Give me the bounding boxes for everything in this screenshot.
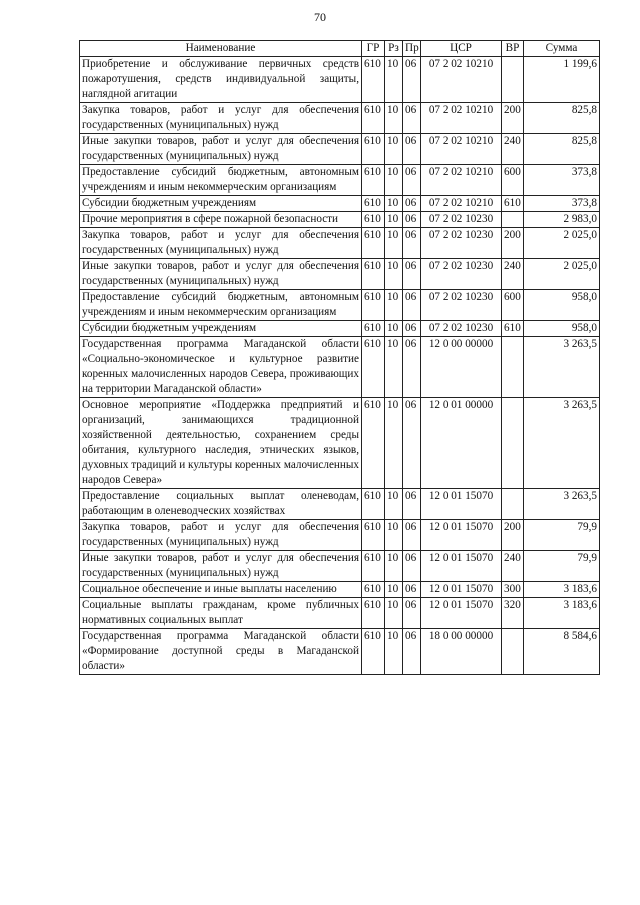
cell-name: Субсидии бюджетным учреждениям xyxy=(80,321,362,337)
cell-gr: 610 xyxy=(362,134,385,165)
cell-pr: 06 xyxy=(403,165,421,196)
cell-vr xyxy=(502,337,524,398)
cell-vr: 240 xyxy=(502,259,524,290)
cell-pr: 06 xyxy=(403,196,421,212)
cell-csr: 07 2 02 10230 xyxy=(421,212,502,228)
cell-vr: 300 xyxy=(502,582,524,598)
table-row xyxy=(80,321,600,337)
cell-pr: 06 xyxy=(403,212,421,228)
cell-csr: 07 2 02 10210 xyxy=(421,196,502,212)
cell-pr: 06 xyxy=(403,551,421,582)
cell-rz: 10 xyxy=(385,598,403,629)
cell-csr: 07 2 02 10230 xyxy=(421,259,502,290)
cell-rz: 10 xyxy=(385,259,403,290)
cell-csr: 07 2 02 10210 xyxy=(421,57,502,103)
cell-name: Приобретение и обслуживание первичных средств пожаротушения, средств индивидуальной защиты, наглядной агитации xyxy=(80,57,362,103)
table-header-row xyxy=(80,41,600,57)
table-row xyxy=(80,337,600,398)
cell-vr xyxy=(502,398,524,489)
cell-rz: 10 xyxy=(385,196,403,212)
cell-gr: 610 xyxy=(362,598,385,629)
cell-rz: 10 xyxy=(385,228,403,259)
cell-csr: 18 0 00 00000 xyxy=(421,629,502,675)
column-header-name: Наименование xyxy=(80,41,362,57)
cell-vr: 240 xyxy=(502,134,524,165)
cell-vr xyxy=(502,629,524,675)
cell-gr: 610 xyxy=(362,103,385,134)
cell-csr: 12 0 01 15070 xyxy=(421,598,502,629)
cell-name: Иные закупки товаров, работ и услуг для обеспечения государственных (муниципальных) нужд xyxy=(80,551,362,582)
cell-vr: 610 xyxy=(502,196,524,212)
cell-rz: 10 xyxy=(385,165,403,196)
cell-sum: 79,9 xyxy=(524,551,600,582)
cell-rz: 10 xyxy=(385,629,403,675)
cell-pr: 06 xyxy=(403,57,421,103)
cell-vr: 600 xyxy=(502,165,524,196)
cell-vr: 600 xyxy=(502,290,524,321)
cell-vr: 320 xyxy=(502,598,524,629)
cell-vr xyxy=(502,57,524,103)
cell-sum: 825,8 xyxy=(524,103,600,134)
cell-sum: 958,0 xyxy=(524,290,600,321)
cell-name: Государственная программа Магаданской области «Социально-экономическое и культурное развитие коренных малочисленных народов Севера, проживающих на территории Магаданской области» xyxy=(80,337,362,398)
cell-name: Прочие мероприятия в сфере пожарной безопасности xyxy=(80,212,362,228)
column-header-pr: Пр xyxy=(403,41,421,57)
cell-pr: 06 xyxy=(403,629,421,675)
table-row xyxy=(80,582,600,598)
cell-sum: 2 025,0 xyxy=(524,228,600,259)
cell-gr: 610 xyxy=(362,290,385,321)
cell-csr: 12 0 00 00000 xyxy=(421,337,502,398)
cell-pr: 06 xyxy=(403,290,421,321)
cell-csr: 07 2 02 10230 xyxy=(421,290,502,321)
cell-gr: 610 xyxy=(362,337,385,398)
column-header-gr: ГР xyxy=(362,41,385,57)
cell-sum: 825,8 xyxy=(524,134,600,165)
table-row xyxy=(80,57,600,103)
cell-gr: 610 xyxy=(362,398,385,489)
cell-name: Субсидии бюджетным учреждениям xyxy=(80,196,362,212)
cell-csr: 07 2 02 10210 xyxy=(421,103,502,134)
table-row xyxy=(80,228,600,259)
cell-gr: 610 xyxy=(362,321,385,337)
cell-sum: 3 183,6 xyxy=(524,598,600,629)
cell-csr: 12 0 01 15070 xyxy=(421,551,502,582)
cell-sum: 958,0 xyxy=(524,321,600,337)
cell-gr: 610 xyxy=(362,212,385,228)
cell-rz: 10 xyxy=(385,212,403,228)
cell-vr: 200 xyxy=(502,103,524,134)
cell-csr: 07 2 02 10230 xyxy=(421,321,502,337)
cell-sum: 3 263,5 xyxy=(524,398,600,489)
table-row xyxy=(80,598,600,629)
cell-csr: 12 0 01 00000 xyxy=(421,398,502,489)
cell-gr: 610 xyxy=(362,551,385,582)
cell-name: Предоставление социальных выплат оленеводам, работающим в оленеводческих хозяйствах xyxy=(80,489,362,520)
cell-rz: 10 xyxy=(385,103,403,134)
table-row xyxy=(80,520,600,551)
cell-name: Закупка товаров, работ и услуг для обеспечения государственных (муниципальных) нужд xyxy=(80,520,362,551)
cell-rz: 10 xyxy=(385,551,403,582)
cell-sum: 3 263,5 xyxy=(524,489,600,520)
cell-pr: 06 xyxy=(403,489,421,520)
cell-sum: 373,8 xyxy=(524,165,600,196)
cell-gr: 610 xyxy=(362,582,385,598)
column-header-sum: Сумма xyxy=(524,41,600,57)
cell-pr: 06 xyxy=(403,103,421,134)
cell-rz: 10 xyxy=(385,57,403,103)
cell-name: Закупка товаров, работ и услуг для обеспечения государственных (муниципальных) нужд xyxy=(80,228,362,259)
cell-pr: 06 xyxy=(403,134,421,165)
cell-vr: 240 xyxy=(502,551,524,582)
table-row xyxy=(80,103,600,134)
table-row xyxy=(80,629,600,675)
cell-pr: 06 xyxy=(403,598,421,629)
column-header-vr: ВР xyxy=(502,41,524,57)
cell-rz: 10 xyxy=(385,398,403,489)
table-row xyxy=(80,259,600,290)
cell-sum: 1 199,6 xyxy=(524,57,600,103)
cell-gr: 610 xyxy=(362,228,385,259)
table-row xyxy=(80,134,600,165)
cell-rz: 10 xyxy=(385,582,403,598)
cell-gr: 610 xyxy=(362,489,385,520)
cell-csr: 12 0 01 15070 xyxy=(421,582,502,598)
table-row xyxy=(80,212,600,228)
table-row xyxy=(80,165,600,196)
cell-pr: 06 xyxy=(403,582,421,598)
cell-pr: 06 xyxy=(403,321,421,337)
cell-vr: 200 xyxy=(502,520,524,551)
cell-pr: 06 xyxy=(403,398,421,489)
table-row xyxy=(80,398,600,489)
column-header-rz: Рз xyxy=(385,41,403,57)
cell-name: Государственная программа Магаданской области «Формирование доступной среды в Магаданской области» xyxy=(80,629,362,675)
cell-csr: 12 0 01 15070 xyxy=(421,520,502,551)
cell-name: Иные закупки товаров, работ и услуг для обеспечения государственных (муниципальных) нужд xyxy=(80,259,362,290)
cell-gr: 610 xyxy=(362,520,385,551)
cell-gr: 610 xyxy=(362,165,385,196)
cell-vr xyxy=(502,212,524,228)
cell-pr: 06 xyxy=(403,520,421,551)
cell-name: Закупка товаров, работ и услуг для обеспечения государственных (муниципальных) нужд xyxy=(80,103,362,134)
cell-rz: 10 xyxy=(385,337,403,398)
table-row xyxy=(80,290,600,321)
cell-name: Предоставление субсидий бюджетным, автономным учреждениям и иным некоммерческим организациям xyxy=(80,290,362,321)
cell-vr xyxy=(502,489,524,520)
cell-name: Иные закупки товаров, работ и услуг для обеспечения государственных (муниципальных) нужд xyxy=(80,134,362,165)
cell-gr: 610 xyxy=(362,259,385,290)
cell-sum: 3 183,6 xyxy=(524,582,600,598)
cell-sum: 2 025,0 xyxy=(524,259,600,290)
cell-sum: 79,9 xyxy=(524,520,600,551)
cell-name: Социальные выплаты гражданам, кроме публичных нормативных социальных выплат xyxy=(80,598,362,629)
cell-name: Социальное обеспечение и иные выплаты населению xyxy=(80,582,362,598)
cell-name: Основное мероприятие «Поддержка предприятий и организаций, занимающихся традиционной хозяйственной деятельностью, сохранением среды обитания, культурного наследия, этнических языков, духовных традиций и культуры коренных малочисленных народов Севера» xyxy=(80,398,362,489)
cell-pr: 06 xyxy=(403,228,421,259)
column-header-csr: ЦСР xyxy=(421,41,502,57)
cell-csr: 07 2 02 10230 xyxy=(421,228,502,259)
cell-rz: 10 xyxy=(385,321,403,337)
cell-sum: 373,8 xyxy=(524,196,600,212)
cell-rz: 10 xyxy=(385,520,403,551)
cell-gr: 610 xyxy=(362,196,385,212)
cell-pr: 06 xyxy=(403,259,421,290)
cell-name: Предоставление субсидий бюджетным, автономным учреждениям и иным некоммерческим организациям xyxy=(80,165,362,196)
cell-rz: 10 xyxy=(385,290,403,321)
cell-rz: 10 xyxy=(385,134,403,165)
cell-rz: 10 xyxy=(385,489,403,520)
table-row xyxy=(80,551,600,582)
cell-vr: 200 xyxy=(502,228,524,259)
cell-sum: 8 584,6 xyxy=(524,629,600,675)
page-number: 70 xyxy=(314,10,326,24)
cell-csr: 07 2 02 10210 xyxy=(421,134,502,165)
table-row xyxy=(80,196,600,212)
table-body xyxy=(80,57,600,675)
cell-gr: 610 xyxy=(362,57,385,103)
cell-csr: 07 2 02 10210 xyxy=(421,165,502,196)
cell-pr: 06 xyxy=(403,337,421,398)
cell-gr: 610 xyxy=(362,629,385,675)
cell-vr: 610 xyxy=(502,321,524,337)
budget-table xyxy=(79,40,600,675)
cell-sum: 3 263,5 xyxy=(524,337,600,398)
table-row xyxy=(80,489,600,520)
cell-csr: 12 0 01 15070 xyxy=(421,489,502,520)
cell-sum: 2 983,0 xyxy=(524,212,600,228)
